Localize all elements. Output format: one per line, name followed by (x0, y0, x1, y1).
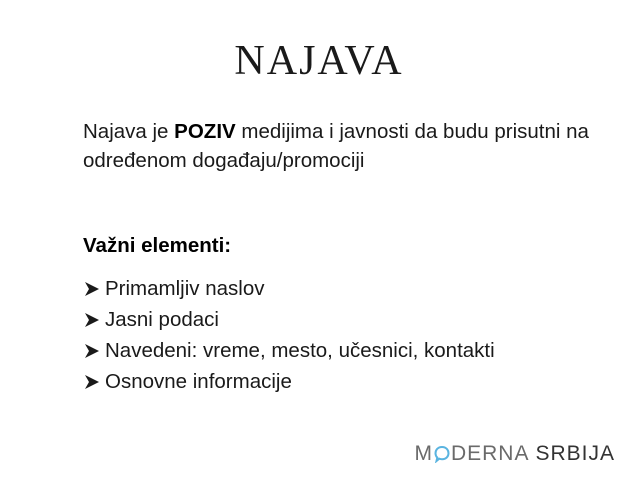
logo-text-start: M (414, 442, 433, 465)
moderna-srbija-logo (414, 441, 615, 467)
list-item (83, 336, 495, 365)
intro-emphasis: POZIV (174, 120, 236, 143)
bullet-list (83, 274, 495, 398)
list-item (83, 274, 495, 303)
arrow-bullet-icon (83, 311, 101, 329)
arrow-bullet-icon (83, 373, 101, 391)
list-item-label: Osnovne informacije (105, 370, 292, 393)
intro-paragraph (83, 117, 603, 175)
intro-text-after: medijima i javnosti da budu prisutni na određenom događaju/promociji (83, 120, 589, 172)
logo-text-end: SRBIJA (535, 442, 615, 465)
list-item (83, 367, 495, 396)
slide-title: NAJAVA (234, 38, 404, 84)
list-item-label: Navedeni: vreme, mesto, učesnici, kontakti (105, 339, 495, 362)
list-item-label: Jasni podaci (105, 308, 219, 331)
arrow-bullet-icon (83, 280, 101, 298)
logo-text-middle: DERNA (450, 442, 530, 465)
list-item (83, 305, 495, 334)
intro-text-before: Najava je (83, 120, 175, 143)
arrow-bullet-icon (83, 342, 101, 360)
speech-bubble-icon (434, 445, 450, 463)
list-item-label: Primamljiv naslov (105, 277, 265, 300)
elements-heading: Važni elementi: (83, 234, 232, 257)
